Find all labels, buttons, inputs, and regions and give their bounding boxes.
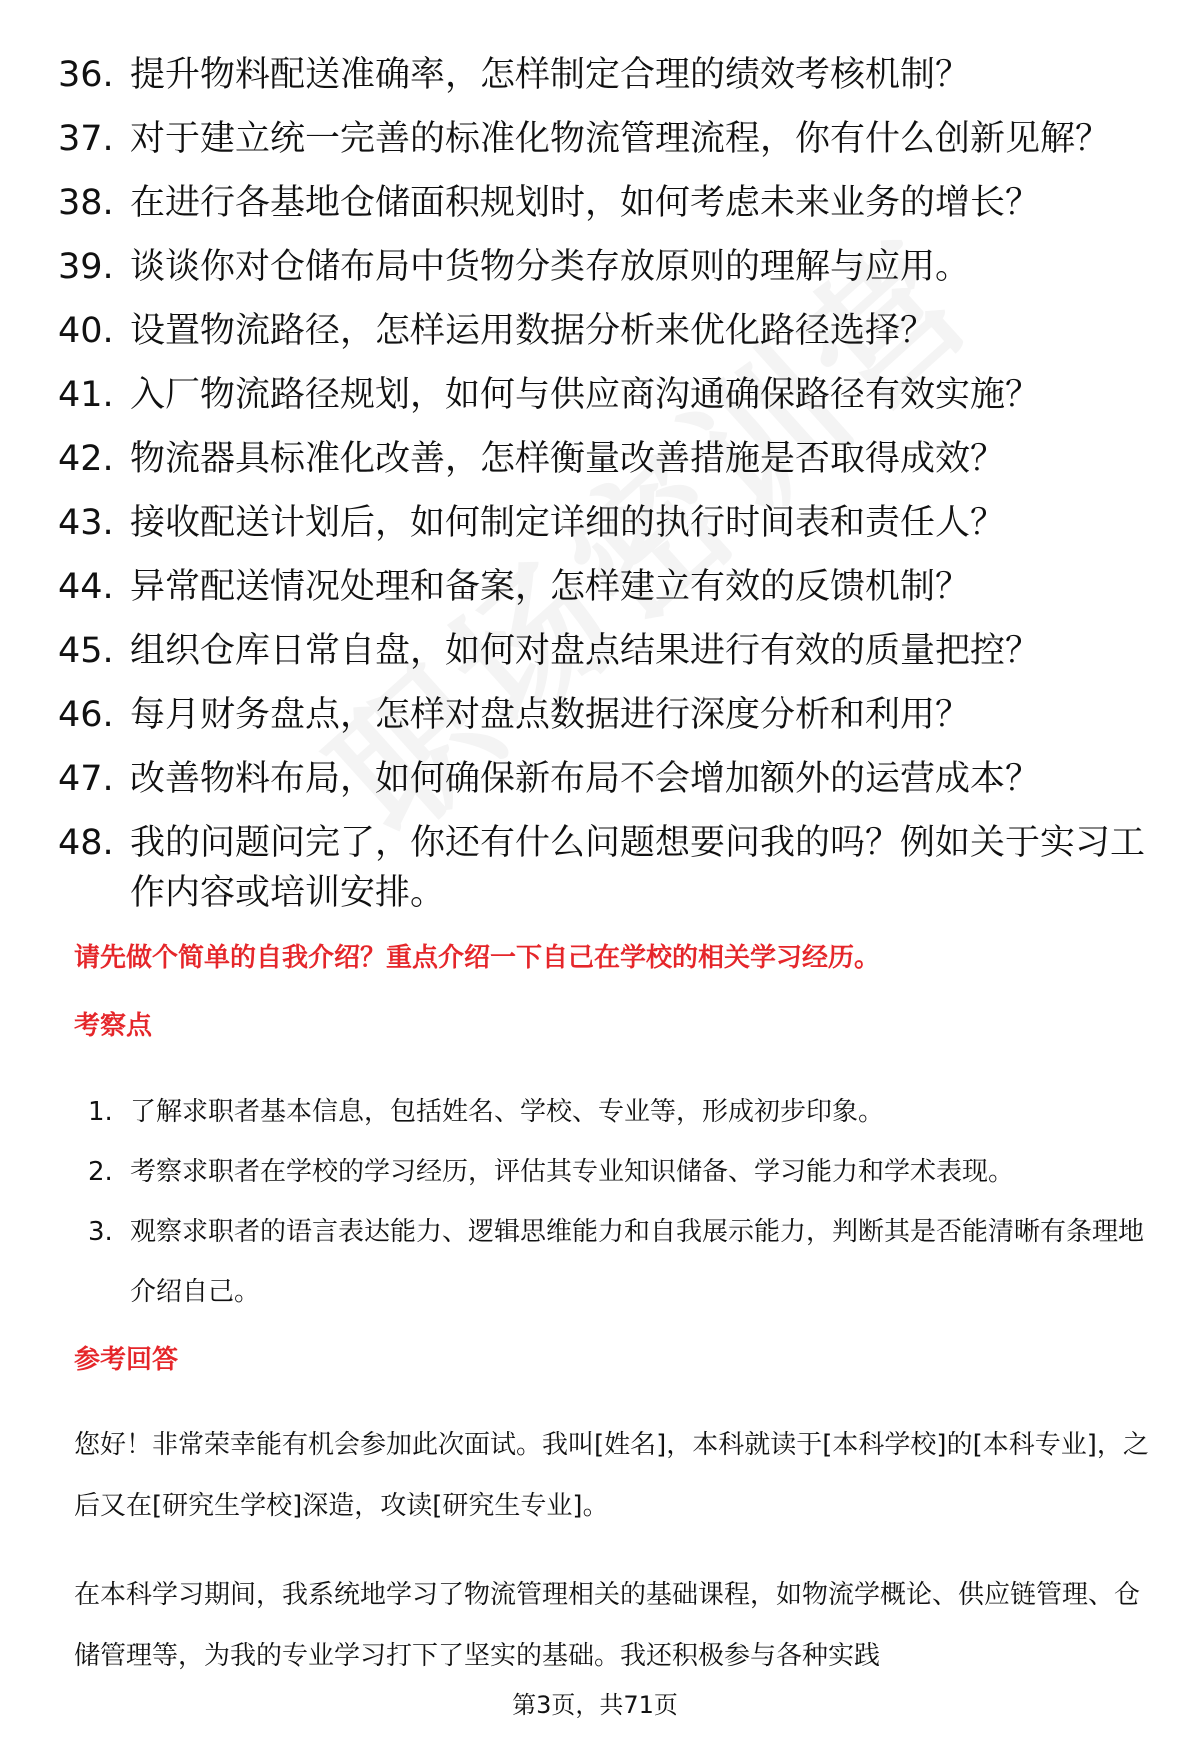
- question-list: [58, 50, 1148, 932]
- question-number: 46.: [58, 695, 114, 735]
- question-item: [58, 242, 1148, 292]
- question-item: [58, 306, 1148, 356]
- question-text: 接收配送计划后，如何制定详细的执行时间表和责任人？: [130, 503, 1006, 543]
- question-item: [58, 114, 1148, 164]
- assessment-point: [88, 1082, 1158, 1142]
- answer-paragraph: 在本科学习期间，我系统地学习了物流管理相关的基础课程，如物流学概论、供应链管理、仓储管理等，为我的专业学习打下了坚实的基础。我还积极参与各种实践: [74, 1580, 1141, 1671]
- question-item: [58, 498, 1148, 548]
- question-item: [58, 562, 1148, 612]
- question-text: 每月财务盘点，怎样对盘点数据进行深度分析和利用？: [130, 695, 971, 735]
- question-text: 在进行各基地仓储面积规划时，如何考虑未来业务的增长？: [130, 183, 1041, 223]
- question-text: 我的问题问完了，你还有什么问题想要问我的吗？例如关于实习工作内容或培训安排。: [130, 823, 1146, 913]
- question-number: 41.: [58, 375, 114, 415]
- question-number: 44.: [58, 567, 114, 607]
- question-number: 42.: [58, 439, 114, 479]
- point-number: 3.: [88, 1217, 113, 1247]
- assessment-point: [88, 1142, 1158, 1202]
- question-number: 38.: [58, 183, 114, 223]
- question-text: 异常配送情况处理和备案，怎样建立有效的反馈机制？: [130, 567, 971, 607]
- point-text: 观察求职者的语言表达能力、逻辑思维能力和自我展示能力，判断其是否能清晰有条理地介绍自己。: [130, 1217, 1145, 1307]
- assessment-point: [88, 1202, 1158, 1322]
- question-item: [58, 690, 1148, 740]
- question-item: [58, 626, 1148, 676]
- question-text: 组织仓库日常自盘，如何对盘点结果进行有效的质量把控？: [130, 631, 1041, 671]
- assessment-points-title: 考察点: [74, 1011, 153, 1041]
- question-number: 40.: [58, 311, 114, 351]
- question-number: 36.: [58, 55, 114, 95]
- page-number-footer: 第3页，共71页: [512, 1691, 678, 1719]
- question-text: 入厂物流路径规划，如何与供应商沟通确保路径有效实施？: [130, 375, 1041, 415]
- question-item: [58, 370, 1148, 420]
- question-item: [58, 754, 1148, 804]
- question-text: 物流器具标准化改善，怎样衡量改善措施是否取得成效？: [130, 439, 1006, 479]
- section-question-heading: 请先做个简单的自我介绍？重点介绍一下自己在学校的相关学习经历。: [74, 943, 881, 973]
- question-text: 设置物流路径，怎样运用数据分析来优化路径选择？: [130, 311, 936, 351]
- question-item: [58, 178, 1148, 228]
- question-text: 提升物料配送准确率，怎样制定合理的绩效考核机制？: [130, 55, 971, 95]
- question-text: 谈谈你对仓储布局中货物分类存放原则的理解与应用。: [130, 247, 971, 287]
- question-item: [58, 50, 1148, 100]
- question-number: 47.: [58, 759, 114, 799]
- point-number: 2.: [88, 1157, 113, 1187]
- question-number: 43.: [58, 503, 114, 543]
- question-number: 45.: [58, 631, 114, 671]
- point-text: 了解求职者基本信息，包括姓名、学校、专业等，形成初步印象。: [130, 1097, 885, 1127]
- assessment-points-list: [88, 1082, 1158, 1322]
- question-text: 改善物料布局，如何确保新布局不会增加额外的运营成本？: [130, 759, 1041, 799]
- reference-answer-title: 参考回答: [74, 1345, 179, 1375]
- question-item: [58, 818, 1148, 918]
- question-number: 48.: [58, 823, 114, 863]
- question-number: 37.: [58, 119, 114, 159]
- question-text: 对于建立统一完善的标准化物流管理流程，你有什么创新见解？: [130, 119, 1111, 159]
- answer-paragraph: 您好！非常荣幸能有机会参加此次面试。我叫[姓名]，本科就读于[本科学校]的[本科专业]，之后又在[研究生学校]深造，攻读[研究生专业]。: [74, 1430, 1149, 1521]
- question-item: [58, 434, 1148, 484]
- point-text: 考察求职者在学校的学习经历，评估其专业知识储备、学习能力和学术表现。: [130, 1157, 1015, 1187]
- question-number: 39.: [58, 247, 114, 287]
- point-number: 1.: [88, 1097, 113, 1127]
